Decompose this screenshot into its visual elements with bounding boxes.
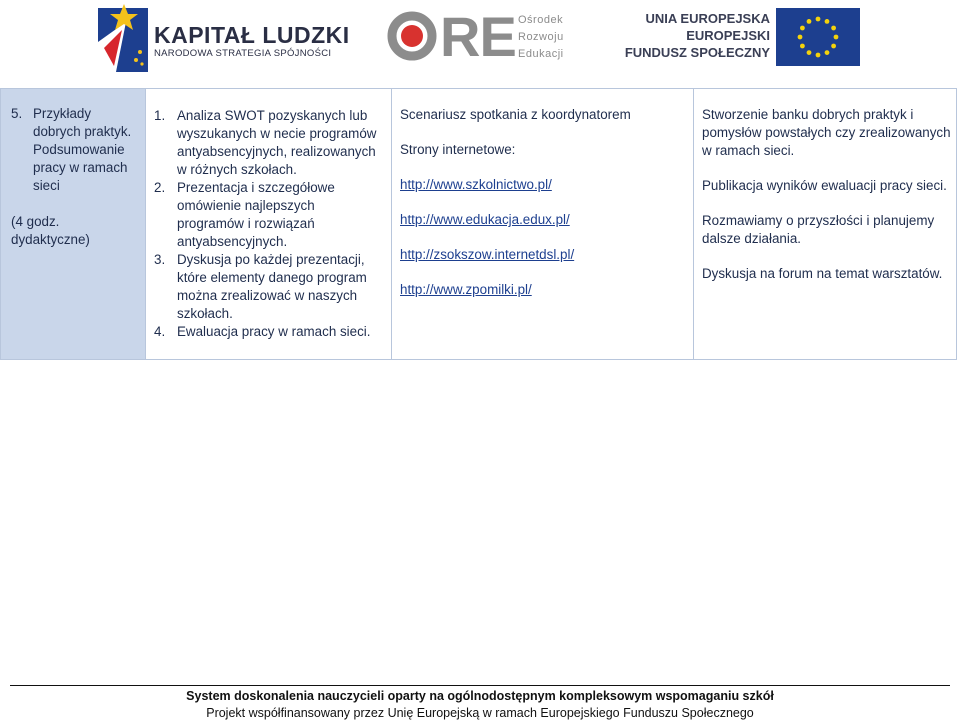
kapital-ludzki-title: KAPITAŁ LUDZKI bbox=[154, 22, 350, 48]
kapital-ludzki-subtitle: NARODOWA STRATEGIA SPÓJNOŚCI bbox=[154, 48, 332, 59]
ore-letters: RE bbox=[440, 5, 516, 68]
eu-star-icon bbox=[825, 50, 830, 55]
ore-full-name bbox=[518, 12, 564, 63]
outcome-text: Stworzenie banku dobrych praktyk i pomysłów powstałych czy zrealizowanych w ramach sieci. bbox=[702, 107, 951, 158]
ore-line-2: Rozwoju bbox=[518, 31, 564, 43]
footer-divider bbox=[10, 685, 950, 686]
step-number: 1. bbox=[154, 108, 166, 123]
step-number: 3. bbox=[154, 252, 166, 267]
ore-logo bbox=[385, 5, 585, 68]
list-item bbox=[154, 251, 385, 323]
eu-star-icon bbox=[834, 35, 839, 40]
module-title: Przykłady dobrych praktyk. Podsumowanie pracy w ramach sieci bbox=[33, 106, 132, 193]
eu-star-icon bbox=[831, 44, 836, 49]
eu-line-2: EUROPEJSKI bbox=[686, 28, 770, 43]
step-text: Analiza SWOT pozyskanych lub wyszukanych w necie programów antyabsencyjnych, realizowanych w różnych szkołach. bbox=[177, 108, 377, 177]
activities-cell bbox=[146, 89, 392, 359]
eu-star-icon bbox=[807, 50, 812, 55]
list-item bbox=[154, 179, 385, 251]
outcome-text: Rozmawiamy o przyszłości i planujemy dalsze działania. bbox=[702, 213, 935, 246]
eu-star-icon bbox=[800, 26, 805, 31]
ore-ring-icon bbox=[385, 8, 439, 64]
link-edukacja[interactable]: http://www.edukacja.edux.pl/ bbox=[400, 212, 570, 227]
eu-logo bbox=[624, 8, 870, 68]
eu-line-3: FUNDUSZ SPOŁECZNY bbox=[624, 45, 770, 60]
eu-star-icon bbox=[831, 26, 836, 31]
eu-line-1: UNIA EUROPEJSKA bbox=[645, 11, 770, 26]
kapital-ludzki-flag-icon bbox=[96, 2, 150, 74]
list-item bbox=[154, 323, 385, 341]
eu-star-icon bbox=[825, 19, 830, 24]
outcomes-cell bbox=[694, 89, 956, 359]
page-footer bbox=[0, 688, 960, 722]
eu-star-icon bbox=[816, 53, 821, 58]
module-heading bbox=[11, 105, 137, 195]
ore-line-3: Edukacji bbox=[518, 48, 564, 60]
step-number: 2. bbox=[154, 180, 166, 195]
sites-label: Strony internetowe: bbox=[400, 142, 516, 157]
footer-line-2: Projekt współfinansowany przez Unię Europejską w ramach Europejskiego Funduszu Społecznego bbox=[206, 706, 754, 720]
list-item bbox=[154, 107, 385, 179]
eu-star-icon bbox=[816, 17, 821, 22]
footer-line-1: System doskonalenia nauczycieli oparty na ogólnodostępnym kompleksowym wspomaganiu szkół bbox=[186, 689, 774, 703]
step-text: Prezentacja i szczegółowe omówienie najlepszych programów i rozwiązań antyabsencyjnych. bbox=[177, 180, 335, 249]
module-number: 5. bbox=[11, 106, 23, 121]
scenario-text: Scenariusz spotkania z koordynatorem bbox=[400, 107, 631, 122]
activities-list bbox=[154, 107, 385, 341]
eu-flag-icon bbox=[776, 8, 860, 66]
eu-text bbox=[625, 10, 770, 61]
eu-star-icon bbox=[807, 19, 812, 24]
outcome-text: Dyskusja na forum na temat warsztatów. bbox=[702, 266, 943, 281]
ore-line-1: Ośrodek bbox=[518, 14, 564, 26]
eu-star-icon bbox=[798, 35, 803, 40]
module-hours: (4 godz. dydaktyczne) bbox=[11, 214, 90, 247]
step-number: 4. bbox=[154, 324, 166, 339]
link-szkolnictwo[interactable]: http://www.szkolnictwo.pl/ bbox=[400, 177, 552, 192]
module-cell bbox=[1, 89, 146, 359]
step-text: Dyskusja po każdej prezentacji, które elementy danego program można zrealizować w naszych szkołach. bbox=[177, 252, 367, 321]
eu-star-icon bbox=[800, 44, 805, 49]
page-header bbox=[0, 0, 960, 80]
outcome-text: Publikacja wyników ewaluacji pracy sieci. bbox=[702, 178, 947, 193]
link-zsokszow[interactable]: http://zsokszow.internetdsl.pl/ bbox=[400, 247, 575, 262]
program-table bbox=[0, 88, 957, 360]
link-zpomilki[interactable]: http://www.zpomilki.pl/ bbox=[400, 282, 532, 297]
kapital-ludzki-logo bbox=[96, 2, 350, 74]
step-text: Ewaluacja pracy w ramach sieci. bbox=[177, 324, 371, 339]
resources-cell bbox=[392, 89, 694, 359]
